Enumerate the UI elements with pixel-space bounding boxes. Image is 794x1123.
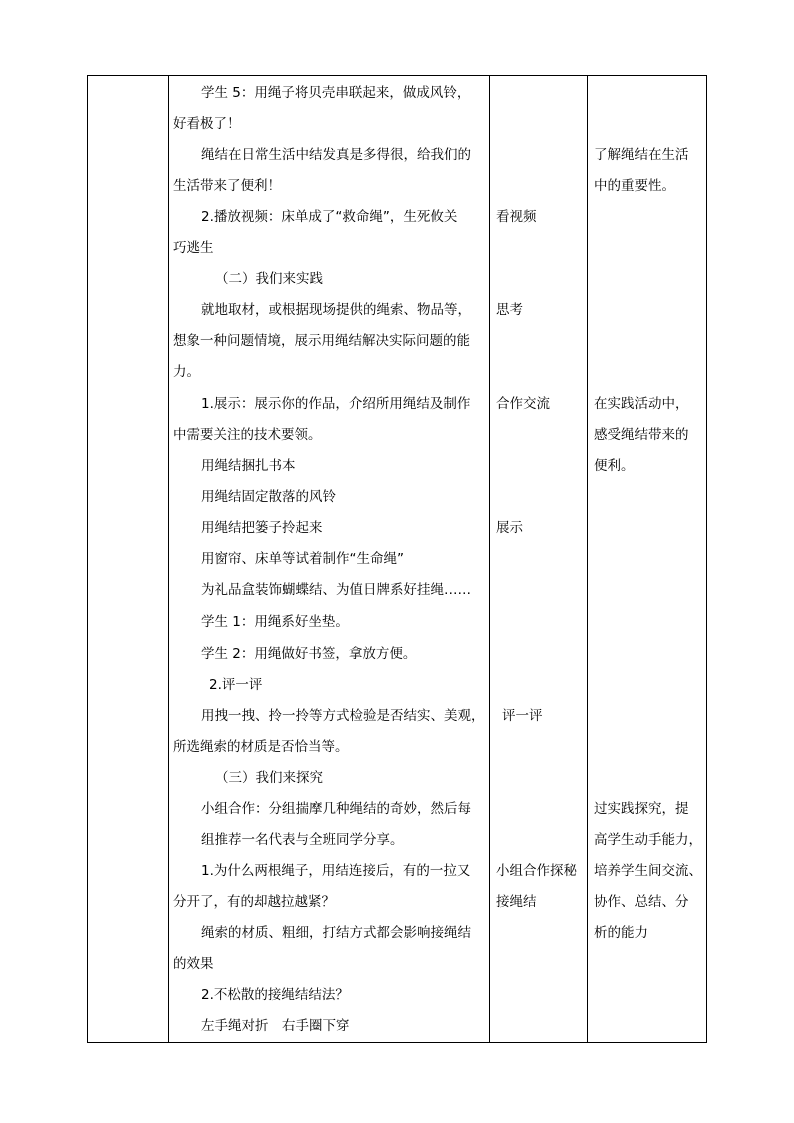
design-intent-line: 析的能力 bbox=[594, 925, 648, 941]
design-intent-line: 过实践探究，提 bbox=[594, 801, 689, 817]
activity-line: 用窗帘、床单等试着制作“生命绳” bbox=[201, 551, 404, 567]
student-activity-cell: 思考 bbox=[496, 302, 523, 318]
student-activity-cell: 评一评 bbox=[502, 708, 543, 724]
activity-line: 绳索的材质、粗细，打结方式都会影响接绳结 bbox=[201, 925, 471, 941]
design-intent-line: 在实践活动中， bbox=[594, 396, 689, 412]
design-intent-line: 协作、总结、分 bbox=[594, 894, 689, 910]
section-heading: （二）我们来实践 bbox=[215, 271, 323, 287]
activity-line: 的效果 bbox=[173, 956, 214, 972]
activity-line: 用绳结捆扎书本 bbox=[201, 458, 296, 474]
activity-line: 左手绳对折 右手圈下穿 bbox=[201, 1018, 350, 1034]
student-activity-cell: 接绳结 bbox=[496, 894, 537, 910]
design-intent-line: 中的重要性。 bbox=[594, 178, 675, 194]
activity-line: 好看极了！ bbox=[173, 116, 241, 132]
activity-line: 想象一种问题情境，展示用绳结解决实际问题的能 bbox=[173, 333, 470, 349]
activity-line: 力。 bbox=[173, 364, 200, 380]
activity-line: 学生 2：用绳做好书签，拿放方便。 bbox=[201, 646, 417, 662]
student-activity-cell: 展示 bbox=[496, 520, 523, 536]
activity-line: 学生 5：用绳子将贝壳串联起来，做成风铃， bbox=[201, 85, 471, 101]
activity-line: 分开了，有的却越拉越紧？ bbox=[173, 894, 335, 910]
activity-line: 小组合作：分组揣摩几种绳结的奇妙，然后每 bbox=[201, 801, 471, 817]
design-intent-line: 便利。 bbox=[594, 458, 635, 474]
activity-line: 为礼品盒装饰蝴蝶结、为值日牌系好挂绳…… bbox=[201, 582, 471, 598]
student-activity-cell: 小组合作探秘 bbox=[496, 863, 577, 879]
activity-line: 绳结在日常生活中结发真是多得很，给我们的 bbox=[201, 147, 471, 163]
activity-line: 中需要关注的技术要领。 bbox=[173, 427, 322, 443]
design-intent-line: 了解绳结在生活 bbox=[594, 147, 689, 163]
activity-line: 所选绳索的材质是否恰当等。 bbox=[173, 739, 349, 755]
design-intent-line: 感受绳结带来的 bbox=[594, 427, 689, 443]
activity-line: 生活带来了便利！ bbox=[173, 178, 281, 194]
activity-line: 用绳结把篓子拎起来 bbox=[201, 520, 323, 536]
activity-line: 学生 1：用绳系好坐垫。 bbox=[201, 614, 349, 630]
column-divider bbox=[489, 76, 490, 1042]
column-divider bbox=[587, 76, 588, 1042]
activity-line: 2.播放视频：床单成了“救命绳”，生死攸关 bbox=[201, 209, 458, 225]
activity-line: 用绳结固定散落的风铃 bbox=[201, 489, 336, 505]
activity-line: 2.不松散的接绳结结法？ bbox=[201, 987, 349, 1003]
activity-line: 组推荐一名代表与全班同学分享。 bbox=[201, 832, 404, 848]
activity-line: 用拽一拽、拎一拎等方式检验是否结实、美观， bbox=[201, 708, 485, 724]
activity-line: 1.为什么两根绳子，用结连接后，有的一拉又 bbox=[201, 863, 471, 879]
student-activity-cell: 合作交流 bbox=[496, 396, 550, 412]
student-activity-cell: 看视频 bbox=[496, 209, 537, 225]
section-heading: （三）我们来探究 bbox=[215, 770, 323, 786]
activity-line: 2.评一评 bbox=[209, 677, 263, 693]
activity-line: 就地取材，或根据现场提供的绳索、物品等， bbox=[201, 302, 471, 318]
design-intent-line: 高学生动手能力， bbox=[594, 832, 702, 848]
column-divider bbox=[168, 76, 169, 1042]
activity-line: 1.展示：展示你的作品，介绍所用绳结及制作 bbox=[201, 396, 471, 412]
design-intent-line: 培养学生间交流、 bbox=[594, 863, 702, 879]
activity-line: 巧逃生 bbox=[173, 240, 214, 256]
